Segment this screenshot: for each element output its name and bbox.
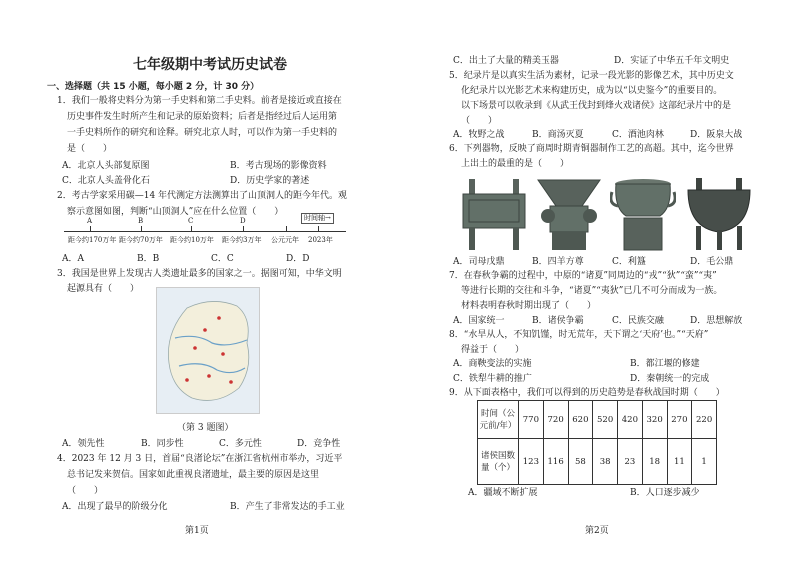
q6-option-c[interactable]: C．利簋 xyxy=(612,257,646,267)
timeline-label: 2023年 xyxy=(308,236,333,244)
q5-option-c[interactable]: C．酒池肉林 xyxy=(612,130,664,140)
table-cell: 420 xyxy=(618,401,643,439)
q7-option-d[interactable]: D．思想解放 xyxy=(690,316,743,326)
table-cell: 220 xyxy=(692,401,717,439)
timeline-label: 距今约10万年 xyxy=(170,236,214,244)
q5-option-d[interactable]: D．阪泉大战 xyxy=(690,130,743,140)
table-cell: 620 xyxy=(568,401,593,439)
q4-option-c[interactable]: C．出土了大量的精美玉器 xyxy=(453,56,559,66)
q9-line: 9．从下面表格中，我们可以得到的历史趋势是春秋战国时期（ ） xyxy=(449,388,725,398)
q7-line: 7．在春秋争霸的过程中，中原的“诸夏”同周边的“戎”“狄”“蛮”“夷” xyxy=(449,271,717,281)
q8-option-b[interactable]: B．都江堰的修建 xyxy=(630,359,700,369)
four-ram-square-zun-icon xyxy=(536,176,602,251)
q6-option-a[interactable]: A．司母戊鼎 xyxy=(453,257,505,267)
table-cell: 520 xyxy=(593,401,618,439)
timeline-tick xyxy=(318,226,319,231)
timeline-tick xyxy=(191,226,192,231)
timeline-label: 距今约3万年 xyxy=(222,236,262,244)
timeline-mark: A xyxy=(87,217,93,225)
q2-line: 察示意图如图，判断“山顶洞人”应在什么位置（ ） xyxy=(67,207,284,217)
table-cell: 720 xyxy=(543,401,568,439)
q5-line: （ ） xyxy=(461,116,498,126)
q9-option-b[interactable]: B．人口逐步减少 xyxy=(630,488,700,498)
table-header-cell: 时间（公元前/年） xyxy=(478,401,519,439)
li-gui-icon xyxy=(610,176,676,251)
q1-option-d[interactable]: D．历史学家的著述 xyxy=(230,176,310,186)
q6-line: 上出土的最重的是（ ） xyxy=(461,159,570,169)
table-cell: 770 xyxy=(519,401,544,439)
q5-option-b[interactable]: B．商汤灭夏 xyxy=(532,130,584,140)
q6-option-b[interactable]: B．四羊方尊 xyxy=(532,257,584,267)
timeline-label: 距今约70万年 xyxy=(119,236,163,244)
q3-caption: （第 3 题图） xyxy=(177,423,234,433)
q7-option-b[interactable]: B．诸侯争霸 xyxy=(532,316,584,326)
timeline-tick xyxy=(90,226,91,231)
timeline-label: 距今约170万年 xyxy=(68,236,117,244)
table-cell: 116 xyxy=(543,439,568,485)
timeline-mark: D xyxy=(240,217,246,225)
q6-line: 6．下列器物，反映了商周时期青铜器制作工艺的高超。其中，迄今世界 xyxy=(449,144,734,154)
q1-option-c[interactable]: C．北京人头盖骨化石 xyxy=(62,176,150,186)
q4-option-b[interactable]: B．产生了非常发达的手工业 xyxy=(230,502,345,512)
table-cell: 123 xyxy=(519,439,544,485)
table-cell: 270 xyxy=(667,401,692,439)
q3-option-c[interactable]: C．多元性 xyxy=(219,439,262,449)
q4-option-d[interactable]: D．实证了中华五千年文明史 xyxy=(614,56,730,66)
page-number-1: 第1页 xyxy=(185,526,209,536)
q4-option-a[interactable]: A．出现了最早的阶级分化 xyxy=(62,502,168,512)
q4-line: 4．2023 年 12 月 3 日，首届“良渚论坛”在浙江省杭州市举办，习近平 xyxy=(57,454,343,464)
q3-line: 起源具有（ ） xyxy=(67,284,140,294)
q3-option-a[interactable]: A．领先性 xyxy=(62,439,105,449)
q3-line: 3．我国是世界上发现古人类遗址最多的国家之一。据图可知，中华文明 xyxy=(57,269,342,279)
q2-option-b[interactable]: B．B xyxy=(137,254,160,264)
page-title: 七年级期中考试历史试卷 xyxy=(133,57,287,73)
q8-line: 8．“水旱从人，不知饥馑，时无荒年，天下谓之‘天府’也。”“天府” xyxy=(449,330,709,340)
vassal-states-table xyxy=(477,400,717,485)
q8-option-d[interactable]: D．秦朝统一的完成 xyxy=(630,374,710,384)
map-icon xyxy=(157,288,259,413)
ancient-sites-map-image xyxy=(156,287,260,414)
q5-option-a[interactable]: A．牧野之战 xyxy=(453,130,505,140)
table-row xyxy=(478,401,717,439)
table-cell: 23 xyxy=(618,439,643,485)
q1-line: 一手史料所作的研究和诠释。研究北京人时，可以作为第一手史料的 xyxy=(67,128,338,138)
page-number-2: 第2页 xyxy=(585,526,609,536)
timeline-tick xyxy=(243,226,244,231)
timeline-tick xyxy=(141,226,142,231)
q8-option-c[interactable]: C．铁犁牛耕的推广 xyxy=(453,374,532,384)
q3-option-d[interactable]: D．竞争性 xyxy=(297,439,341,449)
timeline-mark: B xyxy=(138,217,144,225)
q5-line: 5．纪录片是以真实生活为素材，记录一段光影的影像艺术，其中历史文 xyxy=(449,71,734,81)
q8-line: 得益于（ ） xyxy=(461,345,525,355)
q7-option-a[interactable]: A．国家统一 xyxy=(453,316,505,326)
q1-option-a[interactable]: A．北京人头部复原图 xyxy=(62,161,150,171)
timeline-mark: C xyxy=(188,217,194,225)
timeline-tick xyxy=(286,226,287,231)
q2-option-c[interactable]: C．C xyxy=(211,254,234,264)
q1-line: 历史事件发生时所产生和记录的原始资料；后者是指经过后人运用第 xyxy=(67,112,338,122)
timeline-axis xyxy=(64,231,346,232)
q2-option-a[interactable]: A．A xyxy=(62,254,84,264)
maogong-ding-icon xyxy=(684,176,754,251)
table-cell: 58 xyxy=(568,439,593,485)
q4-line: 总书记发来贺信。国家如此重视良渚遗址，最主要的原因是这里 xyxy=(67,470,320,480)
q5-line: 化纪录片以光影艺术来构建历史，成为以“以史鉴今”的重要目的。 xyxy=(461,86,723,96)
table-cell: 11 xyxy=(667,439,692,485)
table-cell: 38 xyxy=(593,439,618,485)
q3-option-b[interactable]: B．同步性 xyxy=(141,439,184,449)
table-header-cell: 诸侯国数量（个） xyxy=(478,439,519,485)
q7-line: 材料表明春秋时期出现了（ ） xyxy=(461,301,597,311)
table-cell: 320 xyxy=(642,401,667,439)
q2-option-d[interactable]: D．D xyxy=(286,254,310,264)
q8-option-a[interactable]: A．商鞅变法的实施 xyxy=(453,359,532,369)
q1-line: 1．我们一般将史料分为第一手史料和第二手史料。前者是接近或直接在 xyxy=(57,96,342,106)
table-cell: 18 xyxy=(642,439,667,485)
simuwu-ding-icon xyxy=(459,176,529,251)
q6-option-d[interactable]: D．毛公鼎 xyxy=(690,257,734,267)
timeline-arrow-label: 时间轴→ xyxy=(301,213,334,224)
q1-option-b[interactable]: B．考古现场的影像资料 xyxy=(230,161,327,171)
q9-option-a[interactable]: A．疆域不断扩展 xyxy=(468,488,538,498)
q7-line: 等进行长期的交往和斗争，“诸夏”“夷狄”已几不可分而成为一族。 xyxy=(461,286,723,296)
table-cell: 1 xyxy=(692,439,717,485)
q7-option-c[interactable]: C．民族交融 xyxy=(612,316,664,326)
q4-line: （ ） xyxy=(67,486,104,496)
timeline-label: 公元元年 xyxy=(271,236,299,244)
section-heading: 一、选择题（共 15 小题，每小题 2 分，计 30 分） xyxy=(47,82,260,92)
table-row xyxy=(478,439,717,485)
q2-line: 2．考古学家采用碳—14 年代测定方法测算出了山顶洞人的距今年代。观 xyxy=(57,191,348,201)
q5-line: 以下场景可以收录到《从武王伐封到烽火戏诸侯》这部纪录片中的是 xyxy=(461,101,732,111)
q1-line: 是（ ） xyxy=(67,144,113,154)
